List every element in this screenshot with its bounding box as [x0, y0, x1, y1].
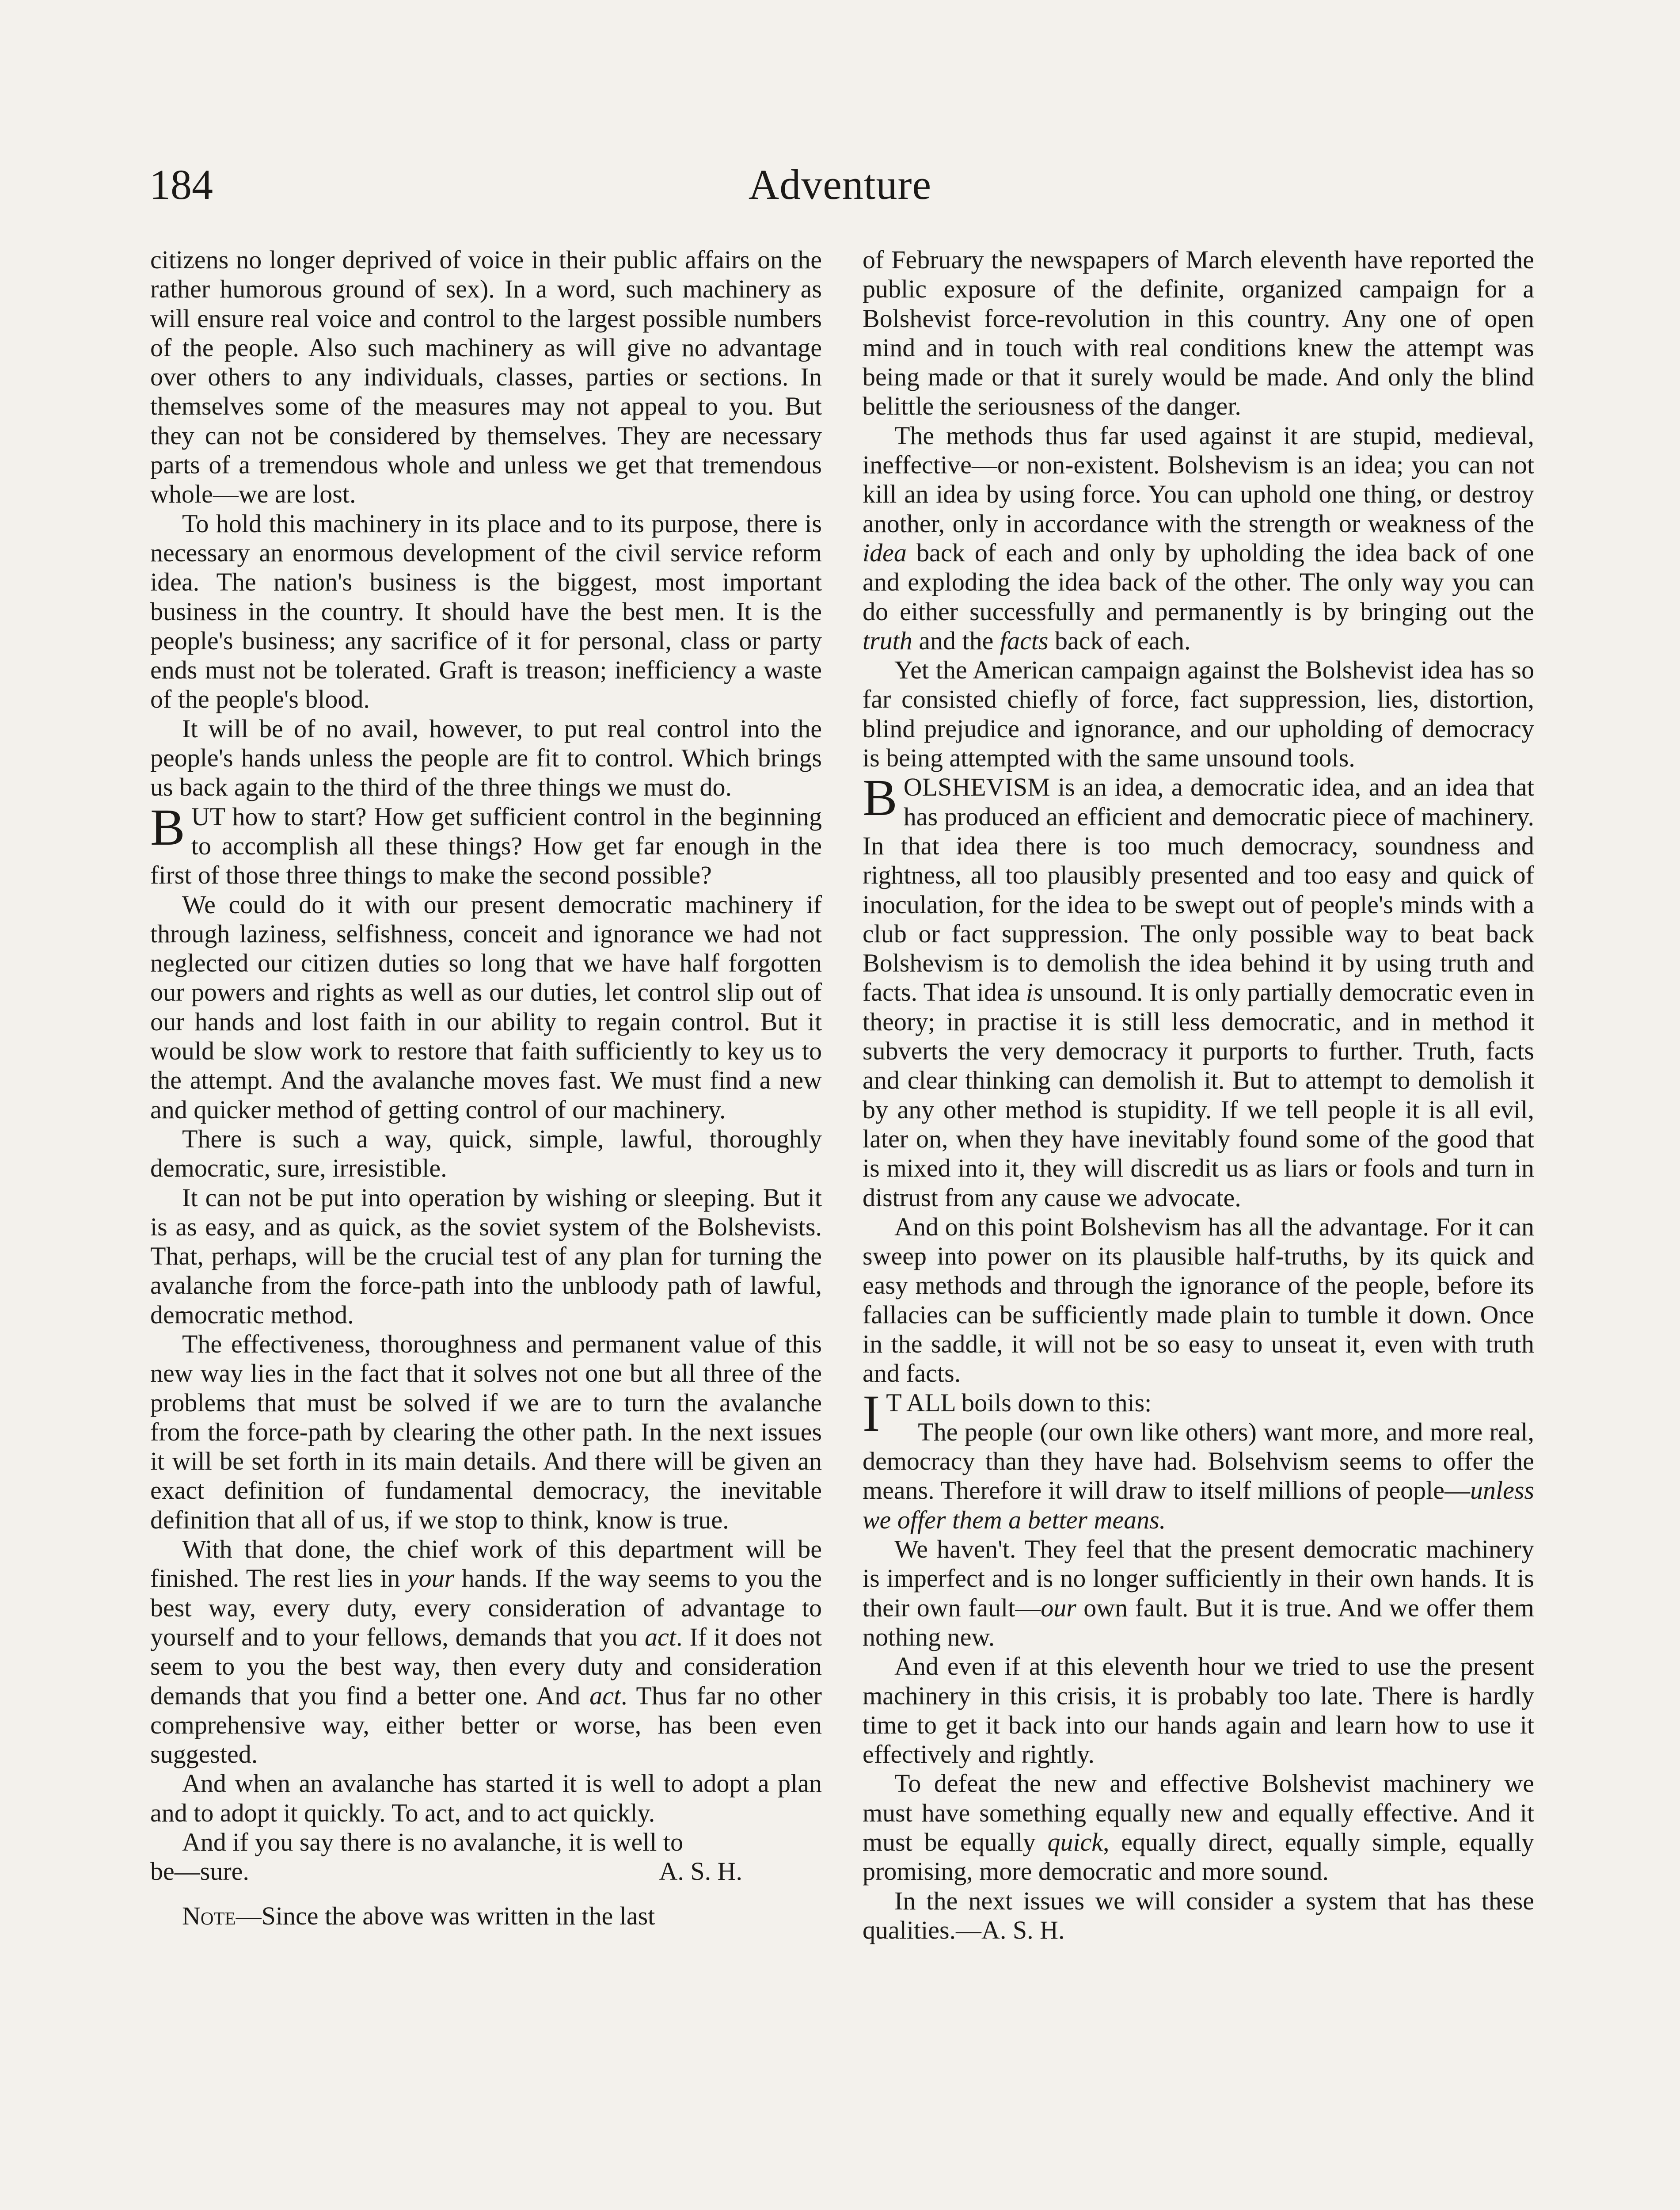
- emphasis: act: [645, 1622, 676, 1651]
- paragraph: It will be of no avail, however, to put real control into the people's hands unless the people are fit to control. Which brings us back again to the third of the three things we must do.: [150, 714, 822, 802]
- paragraph: [150, 1535, 822, 1769]
- paragraph: [863, 769, 1534, 1212]
- emphasis: our: [1041, 1593, 1076, 1622]
- emphasis: idea: [863, 538, 907, 567]
- paragraph: And when an avalanche has started it is well to adopt a plan and to adopt it quickly. To act, and to act quickly.: [150, 1769, 822, 1827]
- note-paragraph: [150, 1901, 822, 1931]
- emphasis: truth: [863, 626, 912, 655]
- paragraph: And on this point Bolshevism has all the advantage. For it can sweep into power on its plausible half-truths, by its quick and easy methods and through the ignorance of the people, before its fallacies can be sufficiently made plain to tumble it down. Once in the saddle, it will not be so easy to unseat it, even with truth and facts.: [863, 1212, 1534, 1388]
- paragraph: It can not be put into operation by wishing or sleeping. But it is as easy, and as quick, as the soviet system of the Bolshevists. That, perhaps, will be the crucial test of any plan for turning the avalanche from the force-path into the unbloody path of lawful, democratic method.: [150, 1183, 822, 1329]
- text-run: To defeat the new and effective Bolshevist machinery we must have something equally new and equally effective. And it must be equally: [863, 1769, 1534, 1857]
- paragraph-text: UT how to start? How get sufficient control in the beginning to accomplish all these things? How get far enough in the first of those three things to make the second possible?: [150, 802, 822, 890]
- closing-text: be—sure.: [150, 1857, 249, 1886]
- magazine-title: Adventure: [748, 161, 932, 208]
- author-initials: A. S. H.: [659, 1857, 742, 1886]
- paragraph: To hold this machinery in its place and to its purpose, there is necessary an enormous development of the civil service reform idea. The nation's business is the biggest, most important business in the country. It should have the best men. It is the people's business; any sacrifice of it for personal, class or party ends must not be tolerated. Graft is treason; inefficiency a waste of the people's blood.: [150, 509, 822, 714]
- signoff-line: [150, 1857, 822, 1886]
- text-run: , equally direct, equally simple, equally promising, more democratic and more sound.: [863, 1828, 1534, 1886]
- text-run: The methods thus far used against it are stupid, medieval, ineffective—or non-existent. Bolshevism is an idea; you can not kill an idea by using force. You can uphold one thing, or destroy another, only in accordance with the strength or weakness of the: [863, 421, 1534, 538]
- paragraph: Yet the American campaign against the Bolshevist idea has so far consisted chiefly of force, fact suppression, lies, distortion, blind prejudice and ignorance, and our upholding of democracy is being attempted with the same unsound tools.: [863, 655, 1534, 773]
- left-column: [150, 245, 822, 1931]
- text-run: back of each and only by upholding the idea back of one and exploding the idea back of the other. The only way you can do either successfully and permanently is by bringing out the: [863, 538, 1534, 626]
- text-run: The people (our own like others) want more, and more real, democracy than they have had. Bolsehvism seems to offer the means. Therefore it will draw to itself millions of people—: [863, 1417, 1534, 1505]
- text-run: hands. If the way seems to you the best way, every duty, every consideration of advantage to yourself and to your fellows, demands that you: [150, 1564, 822, 1651]
- drop-cap: B: [150, 798, 185, 856]
- text-run: and the: [912, 626, 1000, 655]
- paragraph: [863, 421, 1534, 655]
- paragraph: [863, 1417, 1534, 1535]
- text-run: OLSHEVISM is an idea, a democratic idea, and an idea that has produced an efficient and democratic piece of machinery. In that idea there is too much democracy, soundness and rightness, all too plausibly presented and too easy and quick of inoculation, for the idea to be swept out of people's minds with a club or fact suppression. The only possible way to beat back Bolshevism is to demolish the idea behind it by using truth and facts. That idea: [863, 773, 1534, 1007]
- paragraph: The effectiveness, thoroughness and permanent value of this new way lies in the fact that it solves not one but all three of the problems that must be solved if we are to turn the avalanche from the force-path by clearing the other path. In the next issues it will be set forth in its main details. And there will be given an exact definition of fundamental democracy, the inevitable definition that all of us, if we stop to think, know is true.: [150, 1329, 822, 1534]
- note-label: Note: [182, 1901, 236, 1930]
- emphasis: facts: [1000, 626, 1049, 655]
- paragraph: [150, 798, 822, 890]
- paragraph: And if you say there is no avalanche, it is well to: [182, 1828, 683, 1857]
- drop-cap: B: [863, 769, 897, 827]
- emphasis: your: [407, 1564, 455, 1593]
- emphasis: act: [589, 1681, 621, 1710]
- paragraph: citizens no longer deprived of voice in their public affairs on the rather humorous ground of sex). In a word, such machinery as will ensure real voice and control to the largest possible numbers of the people. Also such machinery as will give no advantage over others to any individuals, classes, parties or sections. In themselves some of the measures may not appeal to you. But they can not be considered by themselves. They are necessary parts of a tremendous whole and unless we get that tremendous whole—we are lost.: [150, 245, 822, 509]
- drop-cap: I: [863, 1384, 880, 1442]
- paragraph: We could do it with our present democratic machinery if through laziness, selfishness, conceit and ignorance we had not neglected our citizen duties so long that we have half forgotten our powers and rights as well as our duties, let control slip out of our hands and lost faith in our ability to regain control. But it would be slow work to restore that faith sufficiently to key us to the attempt. And the avalanche moves fast. We must find a new and quicker method of getting control of our machinery.: [150, 890, 822, 1124]
- page-number: 184: [149, 161, 213, 208]
- paragraph: In the next issues we will consider a system that has these qualities.—A. S. H.: [863, 1886, 1534, 1944]
- emphasis: quick: [1047, 1828, 1103, 1857]
- text-run: We haven't. They feel that the present democratic machinery is imperfect and is no longer sufficiently in their own hands. It is their own fault—: [863, 1535, 1534, 1622]
- text-run: With that done, the chief work of this department will be finished. The rest lies in: [150, 1535, 822, 1593]
- paragraph: [863, 1384, 1534, 1442]
- paragraph: [863, 1769, 1534, 1886]
- text-run: back of each.: [1048, 626, 1191, 655]
- paragraph: of February the newspapers of March eleventh have reported the public exposure of the definite, organized campaign for a Bolshevist force-revolution in this country. Any one of open mind and in touch with real conditions knew the attempt was being made or that it surely would be made. And only the blind belittle the seriousness of the danger.: [863, 245, 1534, 421]
- text-run: own fault. But it is true. And we offer them nothing new.: [863, 1593, 1534, 1651]
- text-run: . Thus far no other comprehensive way, either better or worse, has been even suggested.: [150, 1681, 822, 1769]
- emphasis: is: [1026, 978, 1043, 1007]
- text-run: unsound. It is only partially democratic even in theory; in practise it is still less democratic, and in method it subverts the very democracy it purports to further. Truth, facts and clear thinking can demolish it. But to attempt to demolish it by any other method is stupidity. If we tell people it is all evil, later on, when they have inevitably found some of the good that is mixed into it, they will discredit us as liars or fools and turn in distrust from any cause we advocate.: [863, 978, 1534, 1212]
- text-run: . If it does not seem to you the best way, then every duty and consideration demands that you find a better one. And: [150, 1622, 822, 1710]
- paragraph: And even if at this eleventh hour we tried to use the present machinery in this crisis, it is probably too late. There is hardly time to get it back into our hands again and learn how to use it effectively and rightly.: [863, 1652, 1534, 1769]
- emphasis: unless we offer them a better means.: [863, 1476, 1534, 1534]
- paragraph-text: T ALL boils down to this:: [886, 1388, 1152, 1417]
- right-column: [863, 245, 1534, 1945]
- paragraph: There is such a way, quick, simple, lawful, thoroughly democratic, sure, irresistible.: [150, 1124, 822, 1183]
- paragraph: [863, 1535, 1534, 1652]
- note-text: —Since the above was written in the last: [236, 1901, 655, 1930]
